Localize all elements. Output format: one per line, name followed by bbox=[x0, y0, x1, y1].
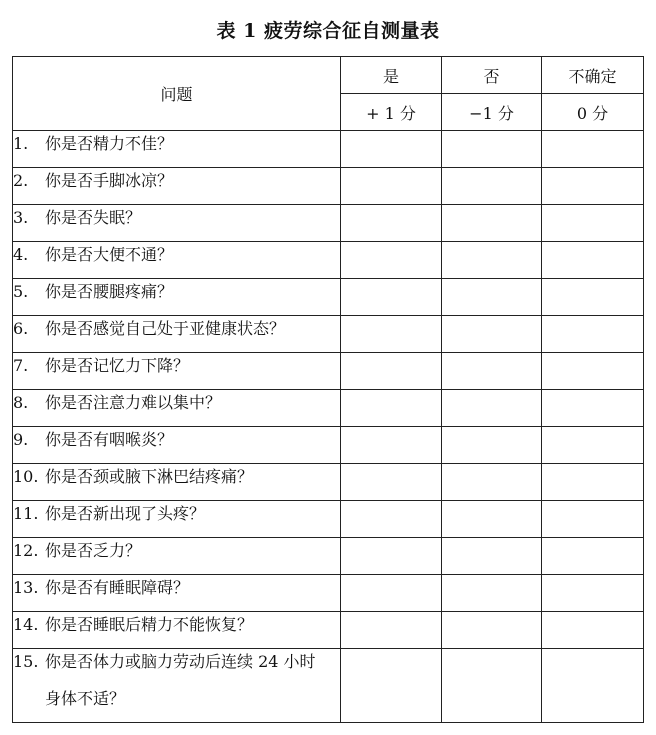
table-row bbox=[13, 575, 644, 612]
table-row bbox=[13, 279, 644, 316]
answer-cell-no[interactable] bbox=[442, 205, 542, 242]
question-number: 1. bbox=[13, 134, 29, 153]
question-text: 你是否颈或腋下淋巴结疼痛？ bbox=[45, 467, 254, 486]
question-text: 你是否记忆力下降？ bbox=[45, 356, 190, 375]
table-row bbox=[13, 242, 644, 279]
question-rows bbox=[13, 131, 644, 723]
question-column-header: 问题 bbox=[13, 57, 341, 131]
question-text: 你是否体力或脑力劳动后连续 24 小时身体不适？ bbox=[45, 652, 316, 708]
score-no: −1 分 bbox=[442, 94, 542, 131]
question-number: 3. bbox=[13, 208, 29, 227]
table-row bbox=[13, 131, 644, 168]
answer-cell-yes[interactable] bbox=[341, 316, 442, 353]
answer-cell-yes[interactable] bbox=[341, 131, 442, 168]
answer-cell-no[interactable] bbox=[442, 427, 542, 464]
table-row bbox=[13, 316, 644, 353]
answer-cell-yes[interactable] bbox=[341, 353, 442, 390]
answer-cell-no[interactable] bbox=[442, 538, 542, 575]
answer-cell-no[interactable] bbox=[442, 242, 542, 279]
answer-cell-no[interactable] bbox=[442, 612, 542, 649]
score-unsure: 0 分 bbox=[542, 94, 644, 131]
question-cell bbox=[13, 205, 341, 242]
answer-cell-no[interactable] bbox=[442, 353, 542, 390]
question-cell bbox=[13, 575, 341, 612]
question-number: 10. bbox=[13, 467, 39, 486]
answer-cell-unsure[interactable] bbox=[542, 649, 644, 723]
answer-cell-no[interactable] bbox=[442, 131, 542, 168]
answer-cell-unsure[interactable] bbox=[542, 242, 644, 279]
answer-cell-no[interactable] bbox=[442, 649, 542, 723]
answer-cell-no[interactable] bbox=[442, 316, 542, 353]
question-text: 你是否有咽喉炎？ bbox=[45, 430, 174, 449]
fatigue-self-assessment-table bbox=[12, 56, 644, 723]
question-cell bbox=[13, 353, 341, 390]
question-text: 你是否新出现了头疼？ bbox=[45, 504, 206, 523]
question-cell bbox=[13, 242, 341, 279]
question-number: 8. bbox=[13, 393, 29, 412]
table-row bbox=[13, 390, 644, 427]
question-number: 15. bbox=[13, 652, 39, 671]
table-title: 表 1 疲劳综合征自测量表 bbox=[216, 20, 440, 42]
answer-cell-unsure[interactable] bbox=[542, 316, 644, 353]
table-row bbox=[13, 427, 644, 464]
answer-cell-yes[interactable] bbox=[341, 390, 442, 427]
question-cell bbox=[13, 501, 341, 538]
answer-cell-yes[interactable] bbox=[341, 205, 442, 242]
question-number: 4. bbox=[13, 245, 29, 264]
question-number: 12. bbox=[13, 541, 39, 560]
table-row bbox=[13, 205, 644, 242]
score-yes: + 1 分 bbox=[341, 94, 442, 131]
table-row bbox=[13, 464, 644, 501]
answer-cell-yes[interactable] bbox=[341, 501, 442, 538]
answer-cell-unsure[interactable] bbox=[542, 612, 644, 649]
table-row bbox=[13, 353, 644, 390]
table-row bbox=[13, 501, 644, 538]
answer-cell-no[interactable] bbox=[442, 501, 542, 538]
answer-cell-unsure[interactable] bbox=[542, 390, 644, 427]
question-text: 你是否注意力难以集中？ bbox=[45, 393, 222, 412]
question-text: 你是否乏力？ bbox=[45, 541, 142, 560]
option-no-header: 否 bbox=[442, 57, 542, 94]
question-text: 你是否精力不佳？ bbox=[45, 134, 174, 153]
question-number: 5. bbox=[13, 282, 29, 301]
answer-cell-unsure[interactable] bbox=[542, 538, 644, 575]
answer-cell-unsure[interactable] bbox=[542, 464, 644, 501]
question-number: 2. bbox=[13, 171, 29, 190]
table-row bbox=[13, 168, 644, 205]
question-text: 你是否腰腿疼痛？ bbox=[45, 282, 174, 301]
answer-cell-unsure[interactable] bbox=[542, 353, 644, 390]
answer-cell-no[interactable] bbox=[442, 575, 542, 612]
answer-cell-unsure[interactable] bbox=[542, 427, 644, 464]
question-number: 14. bbox=[13, 615, 39, 634]
question-text: 你是否手脚冰凉？ bbox=[45, 171, 174, 190]
answer-cell-unsure[interactable] bbox=[542, 131, 644, 168]
answer-cell-no[interactable] bbox=[442, 390, 542, 427]
answer-cell-unsure[interactable] bbox=[542, 279, 644, 316]
question-text: 你是否大便不通？ bbox=[45, 245, 174, 264]
question-number: 6. bbox=[13, 319, 29, 338]
answer-cell-yes[interactable] bbox=[341, 242, 442, 279]
question-cell bbox=[13, 168, 341, 205]
question-number: 11. bbox=[13, 504, 39, 523]
question-cell bbox=[13, 279, 341, 316]
table-row bbox=[13, 538, 644, 575]
answer-cell-no[interactable] bbox=[442, 168, 542, 205]
question-text: 你是否感觉自己处于亚健康状态？ bbox=[45, 319, 286, 338]
answer-cell-no[interactable] bbox=[442, 279, 542, 316]
question-cell bbox=[13, 131, 341, 168]
question-cell bbox=[13, 390, 341, 427]
answer-cell-yes[interactable] bbox=[341, 168, 442, 205]
question-text: 你是否失眠？ bbox=[45, 208, 142, 227]
question-text: 你是否有睡眠障碍？ bbox=[45, 578, 190, 597]
question-cell bbox=[13, 649, 341, 723]
answer-cell-no[interactable] bbox=[442, 464, 542, 501]
answer-cell-unsure[interactable] bbox=[542, 168, 644, 205]
answer-cell-yes[interactable] bbox=[341, 575, 442, 612]
answer-cell-yes[interactable] bbox=[341, 649, 442, 723]
answer-cell-unsure[interactable] bbox=[542, 501, 644, 538]
question-cell bbox=[13, 538, 341, 575]
answer-cell-yes[interactable] bbox=[341, 464, 442, 501]
answer-cell-yes[interactable] bbox=[341, 279, 442, 316]
answer-cell-unsure[interactable] bbox=[542, 575, 644, 612]
answer-cell-yes[interactable] bbox=[341, 427, 442, 464]
question-cell bbox=[13, 316, 341, 353]
question-cell bbox=[13, 427, 341, 464]
option-unsure-header: 不确定 bbox=[542, 57, 644, 94]
table-row bbox=[13, 649, 644, 723]
option-yes-header: 是 bbox=[341, 57, 442, 94]
answer-cell-unsure[interactable] bbox=[542, 205, 644, 242]
answer-cell-yes[interactable] bbox=[341, 538, 442, 575]
question-number: 7. bbox=[13, 356, 29, 375]
question-number: 9. bbox=[13, 430, 29, 449]
question-cell bbox=[13, 464, 341, 501]
answer-cell-yes[interactable] bbox=[341, 612, 442, 649]
question-number: 13. bbox=[13, 578, 39, 597]
question-text: 你是否睡眠后精力不能恢复？ bbox=[45, 615, 254, 634]
